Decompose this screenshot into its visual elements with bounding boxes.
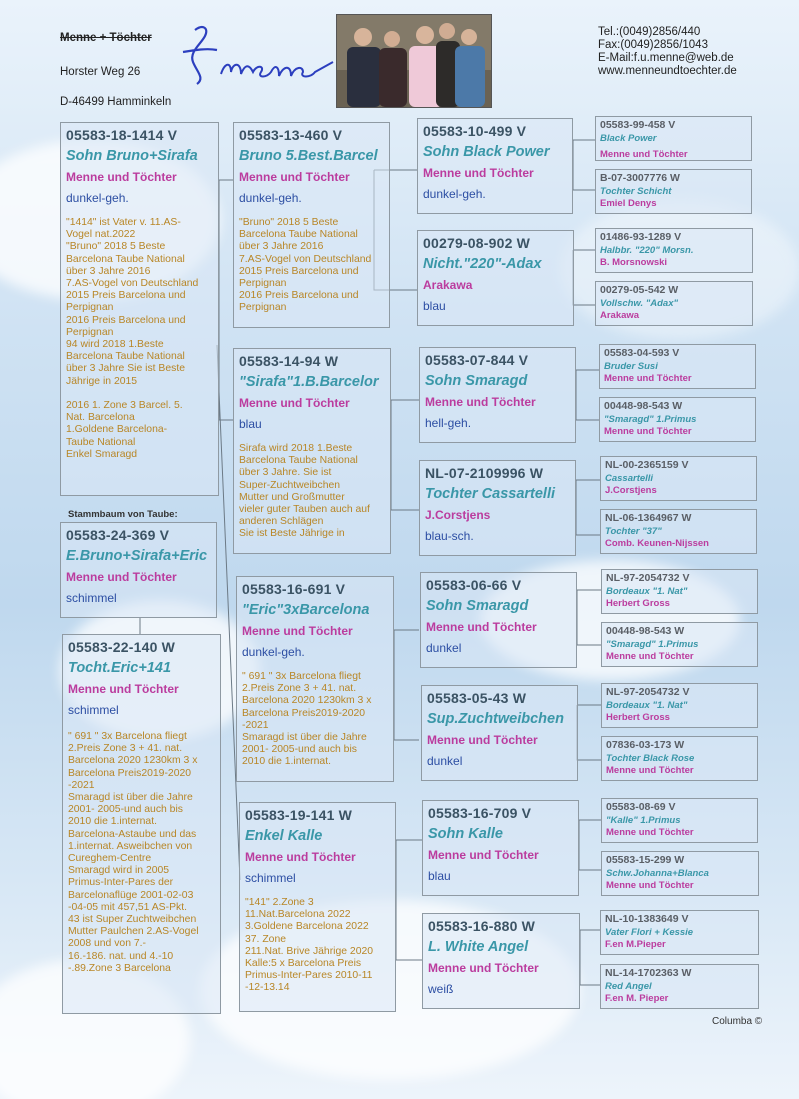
- ring-number: NL-10-1383649 V: [605, 913, 689, 925]
- breeder: Arakawa: [423, 278, 473, 292]
- breeder: Menne und Töchter: [242, 624, 353, 638]
- pigeon-name: Schw.Johanna+Blanca: [606, 868, 709, 879]
- grandparent-card-3[interactable]: [419, 347, 576, 443]
- ring-number: 05583-07-844 V: [425, 352, 529, 368]
- pigeon-name: Bordeaux "1. Nat": [606, 586, 688, 597]
- pigeon-color: blau: [239, 417, 262, 431]
- pigeon-name: Enkel Kalle: [245, 828, 323, 844]
- pigeon-color: hell-geh.: [425, 416, 472, 430]
- footer-credit: Columba ©: [712, 1016, 763, 1027]
- ring-number: 05583-13-460 V: [239, 127, 343, 143]
- pigeon-name: Bruno 5.Best.Barcel: [239, 148, 378, 164]
- subject-pigeon-card[interactable]: [60, 122, 219, 496]
- pigeon-color: dunkel-geh.: [423, 187, 486, 201]
- ring-number: 05583-99-458 V: [600, 119, 676, 131]
- pigeon-color: dunkel-geh.: [66, 191, 129, 205]
- breeder: Menne und Töchter: [604, 373, 692, 384]
- pigeon-name: Sup.Zuchtweibchen: [427, 711, 564, 727]
- sibling-card-1[interactable]: [60, 522, 217, 618]
- breeder: Menne und Töchter: [239, 170, 350, 184]
- great-grandparent-card-4[interactable]: [595, 281, 753, 326]
- pigeon-name: Sohn Black Power: [423, 144, 550, 160]
- pigeon-name: "Eric"3xBarcelona: [242, 602, 370, 618]
- ring-number: 05583-05-43 W: [427, 690, 527, 706]
- breeder: J.Corstjens: [605, 485, 657, 496]
- great-grandparent-card-11[interactable]: [601, 683, 758, 728]
- grandparent-card-8[interactable]: [422, 913, 580, 1009]
- pigeon-name: Vollschw. "Adax": [600, 298, 678, 309]
- pigeon-name: "Smaragd" 1.Primus: [604, 414, 697, 425]
- pigeon-name: Sohn Kalle: [428, 826, 503, 842]
- breeder: Menne und Töchter: [426, 620, 537, 634]
- pigeon-name: Sohn Bruno+Sirafa: [66, 148, 198, 164]
- ring-number: 05583-08-69 V: [606, 801, 676, 813]
- ring-number: 00448-98-543 W: [604, 400, 683, 412]
- great-grandparent-card-9[interactable]: [601, 569, 758, 614]
- breeder: Menne und Töchter: [604, 426, 692, 437]
- ring-number: 05583-16-709 V: [428, 805, 532, 821]
- street-address: Horster Weg 26: [60, 66, 141, 78]
- great-grandparent-card-13[interactable]: [601, 798, 758, 843]
- grandparent-card-6[interactable]: [421, 685, 578, 781]
- telephone: Tel.:(0049)2856/440: [598, 26, 701, 38]
- breeder: Menne und Töchter: [428, 848, 539, 862]
- great-grandparent-card-14[interactable]: [601, 851, 759, 896]
- pigeon-description: " 691 " 3x Barcelona fliegt 2.Preis Zone 3 + 41. nat. Barcelona 2020 1230km 3 x Barcelona Preis2019-2020 -2021 Smaragd ist über die Jahre 2001- 2005-und auch bis 2010 die 1.internat.: [242, 671, 372, 768]
- ring-number: 00448-98-543 W: [606, 625, 685, 637]
- ring-number: 00279-05-542 W: [600, 284, 679, 296]
- pigeon-description: "1414" ist Vater v. 11.AS- Vogel nat.2022 "Bruno" 2018 5 Beste Barcelona Taube National über 3 Jahre 2016 7.AS-Vogel von Deutschland 2015 Preis Barcelona und Perpignan 2016 Preis Barcelona und Perpignan 94 wird 2018 1.Beste Barcelona Taube National über 3 Jahre Sie ist Beste Jährige in 2015 2016 1. Zone 3 Barcel. 5. Nat. Barcelona 1.Goldene Barcelona- Taube National Enkel Smaragd: [66, 217, 199, 460]
- pigeon-color: schimmel: [66, 591, 117, 605]
- breeder: Arakawa: [600, 310, 640, 321]
- email[interactable]: E-Mail:f.u.menne@web.de: [598, 52, 734, 64]
- pigeon-name: E.Bruno+Sirafa+Eric: [66, 548, 208, 564]
- pigeon-name: Vater Flori + Kessie: [605, 927, 694, 938]
- pigeon-name: Bordeaux "1. Nat": [606, 700, 688, 711]
- breeder: Herbert Gross: [606, 712, 670, 723]
- breeder: Menne und Töchter: [423, 166, 534, 180]
- ring-number: 05583-16-880 W: [428, 918, 536, 934]
- pigeon-name: Tochter Schicht: [600, 186, 672, 197]
- great-grandparent-card-8[interactable]: [600, 509, 757, 554]
- breeder: Menne und Töchter: [68, 682, 179, 696]
- pigeon-description: "141" 2.Zone 3 11.Nat.Barcelona 2022 3.Goldene Barcelona 2022 37. Zone 211.Nat. Brive Jährige 2020 Kalle:5 x Barcelona Preis Primus-Inter-Pares 2010-11 -12-13.14: [245, 897, 374, 994]
- sibling-card-2[interactable]: [62, 634, 221, 1014]
- pigeon-description: "Bruno" 2018 5 Beste Barcelona Taube National über 3 Jahre 2016 7.AS-Vogel von Deutschland 2015 Preis Barcelona und Perpignan 2016 Preis Barcelona und Perpignan: [239, 217, 372, 314]
- pedigree-label: Stammbaum von Taube:: [68, 509, 178, 520]
- pigeon-name: Halbbr. "220" Morsn.: [600, 245, 694, 256]
- company-name: Menne + Töchter: [60, 32, 152, 44]
- pigeon-name: Nicht."220"-Adax: [423, 256, 542, 272]
- pigeon-name: Sohn Smaragd: [425, 373, 528, 389]
- ring-number: NL-06-1364967 W: [605, 512, 692, 524]
- breeder: Herbert Gross: [606, 598, 670, 609]
- website[interactable]: www.menneundtoechter.de: [598, 65, 737, 77]
- great-grandparent-card-1[interactable]: [595, 116, 752, 161]
- ring-number: NL-00-2365159 V: [605, 459, 689, 471]
- breeder: Menne und Töchter: [600, 149, 688, 160]
- breeder: Menne und Töchter: [606, 880, 694, 891]
- grandparent-card-5[interactable]: [420, 572, 577, 668]
- breeder: Menne und Töchter: [66, 570, 177, 584]
- grandparent-card-4[interactable]: [419, 460, 576, 556]
- breeder: Comb. Keunen-Nijssen: [605, 538, 709, 549]
- breeder: B. Morsnowski: [600, 257, 668, 268]
- ring-number: NL-14-1702363 W: [605, 967, 692, 979]
- pigeon-name: Tochter Cassartelli: [425, 486, 556, 502]
- pigeon-color: blau-sch.: [425, 529, 474, 543]
- ring-number: 05583-06-66 V: [426, 577, 522, 593]
- ring-number: 05583-14-94 W: [239, 353, 339, 369]
- great-grandparent-card-10[interactable]: [601, 622, 758, 667]
- grandparent-card-2[interactable]: [417, 230, 574, 326]
- pigeon-color: blau: [428, 869, 451, 883]
- pigeon-name: Tochter Black Rose: [606, 753, 695, 764]
- breeder: Menne und Töchter: [606, 765, 694, 776]
- fax: Fax:(0049)2856/1043: [598, 39, 708, 51]
- ring-number: 05583-22-140 W: [68, 639, 176, 655]
- great-grandparent-card-2[interactable]: [595, 169, 752, 214]
- pigeon-name: Bruder Susi: [604, 361, 658, 372]
- pigeon-color: dunkel-geh.: [242, 645, 305, 659]
- ring-number: 05583-24-369 V: [66, 527, 170, 543]
- breeder: Menne und Töchter: [427, 733, 538, 747]
- pigeon-name: "Sirafa"1.B.Barcelor: [239, 374, 379, 390]
- pigeon-description: Sirafa wird 2018 1.Beste Barcelona Taube National über 3 Jahre. Sie ist Super-Zuchtweibchen Mutter und Großmutter vieler guter Tauben auch auf anderen Schlägen Sie ist Beste Jährige in: [239, 443, 370, 540]
- pigeon-color: blau: [423, 299, 446, 313]
- parent-card-2[interactable]: [233, 348, 391, 554]
- pigeon-name: "Smaragd" 1.Primus: [606, 639, 699, 650]
- breeder: F.en M.Pieper: [605, 939, 666, 950]
- grandparent-card-1[interactable]: [417, 118, 573, 214]
- pigeon-name: Tochter "37": [605, 526, 662, 537]
- pigeon-color: dunkel-geh.: [239, 191, 302, 205]
- pigeon-color: weiß: [428, 982, 454, 996]
- great-grandparent-card-16[interactable]: [600, 964, 759, 1009]
- ring-number: B-07-3007776 W: [600, 172, 680, 184]
- ring-number: 05583-10-499 V: [423, 123, 527, 139]
- pigeon-name: L. White Angel: [428, 939, 529, 955]
- ring-number: NL-07-2109996 W: [425, 465, 544, 481]
- parent-card-1[interactable]: [233, 122, 390, 328]
- ring-number: 05583-18-1414 V: [66, 127, 178, 143]
- parent-card-4[interactable]: [239, 802, 396, 1012]
- breeder: Menne und Töchter: [425, 395, 536, 409]
- breeder: Menne und Töchter: [245, 850, 356, 864]
- ring-number: 00279-08-902 W: [423, 235, 531, 251]
- breeder: J.Corstjens: [425, 508, 491, 522]
- breeder: Menne und Töchter: [606, 651, 694, 662]
- ring-number: 01486-93-1289 V: [600, 231, 682, 243]
- great-grandparent-card-6[interactable]: [599, 397, 756, 442]
- pigeon-name: "Kalle" 1.Primus: [606, 815, 681, 826]
- pigeon-color: schimmel: [245, 871, 296, 885]
- breeder: Menne und Töchter: [239, 396, 350, 410]
- ring-number: 05583-19-141 W: [245, 807, 353, 823]
- breeder: Emiel Denys: [600, 198, 657, 209]
- breeder: F.en M. Pieper: [605, 993, 669, 1004]
- ring-number: 05583-04-593 V: [604, 347, 680, 359]
- city-address: D-46499 Hamminkeln: [60, 96, 172, 108]
- pigeon-name: Red Angel: [605, 981, 652, 992]
- ring-number: NL-97-2054732 V: [606, 572, 690, 584]
- pigeon-name: Tocht.Eric+141: [68, 660, 172, 676]
- breeder: Menne und Töchter: [428, 961, 539, 975]
- great-grandparent-card-15[interactable]: [600, 910, 759, 955]
- grandparent-card-7[interactable]: [422, 800, 579, 896]
- pigeon-name: Sohn Smaragd: [426, 598, 529, 614]
- great-grandparent-card-7[interactable]: [600, 456, 757, 501]
- ring-number: 07836-03-173 W: [606, 739, 685, 751]
- great-grandparent-card-3[interactable]: [595, 228, 753, 273]
- ring-number: NL-97-2054732 V: [606, 686, 690, 698]
- pigeon-name: Black Power: [600, 133, 657, 144]
- pigeon-color: schimmel: [68, 703, 119, 717]
- parent-card-3[interactable]: [236, 576, 394, 782]
- great-grandparent-card-12[interactable]: [601, 736, 758, 781]
- pigeon-color: dunkel: [426, 641, 462, 655]
- ring-number: 05583-15-299 W: [606, 854, 685, 866]
- pigeon-name: Cassartelli: [605, 473, 654, 484]
- pigeon-color: dunkel: [427, 754, 463, 768]
- breeder: Menne und Töchter: [66, 170, 177, 184]
- great-grandparent-card-5[interactable]: [599, 344, 756, 389]
- breeder: Menne und Töchter: [606, 827, 694, 838]
- ring-number: 05583-16-691 V: [242, 581, 346, 597]
- pigeon-description: " 691 " 3x Barcelona fliegt 2.Preis Zone 3 + 41. nat. Barcelona 2020 1230km 3 x Barcelona Preis2019-2020 -2021 Smaragd ist über die Jahre 2001- 2005-und auch bis 2010 die 1.internat. Barcelona-Astaube und das 1.internat. Asweibchen von Cureghem-Centre Smaragd wird in 2005 Primus-Inter-Pares der Barcelonaflüge 2001-02-03 -04-05 mit 457,51 AS-Pkt. 43 ist Super Zuchtweibchen Mutter Paulchen 2.AS-Vogel 2008 und von 7.- 16.-186. nat. und 4.-10 -.89.Zone 3 Barcelona: [68, 731, 199, 974]
